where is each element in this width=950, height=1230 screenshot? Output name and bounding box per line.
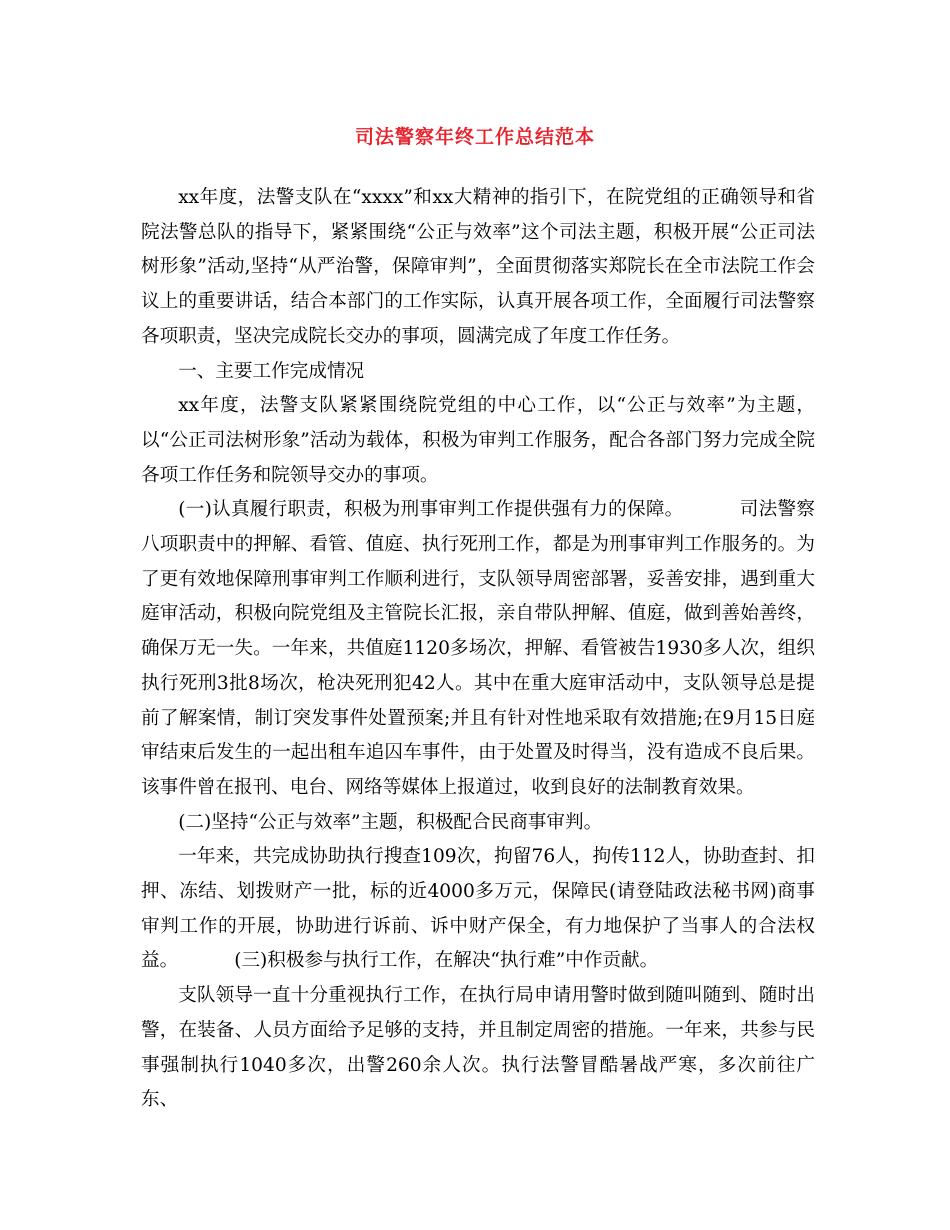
document-body xyxy=(141,181,815,1118)
subsection-heading: (三)积极参与执行工作，在解决“执行难”中作贡献。 xyxy=(234,950,659,972)
paragraph-text: 司法警察八项职责中的押解、看管、值庭、执行死刑工作，都是为刑事审判工作服务的。为了更有效地保障刑事审判工作顺利进行，支队领导周密部署，妥善安排，遇到重大庭审活动，积极向院党组及主管院长汇报，亲自带队押解、值庭，做到善始善终，确保万无一失。一年来，共值庭1120多场次，押解、看管被告1930多人次，组织执行死刑3批8场次，枪决死刑犯42人。其中在重大庭审活动中，支队领导总是提前了解案情，制订突发事件处置预案;并且有针对性地采取有效措施;在9月15日庭审结束后发生的一起出租车追囚车事件，由于处置及时得当，没有造成不良后果。该事件曾在报刊、电台、网络等媒体上报道过，收到良好的法制教育效果。 xyxy=(141,499,815,798)
document-title: 司法警察年终工作总结范本 xyxy=(354,126,595,148)
paragraph: xx年度，法警支队在“xxxx”和xx大精神的指引下，在院党组的正确领导和省院法警总队的指导下，紧紧围绕“公正与效率”这个司法主题，积极开展“公正司法树形象”活动,坚持“从严治警，保障审判”，全面贯彻落实郑院长在全市法院工作会议上的重要讲话，结合本部门的工作实际，认真开展各项工作，全面履行司法警察各项职责，坚决完成院长交办的事项，圆满完成了年度工作任务。 xyxy=(141,187,815,347)
paragraph: xx年度，法警支队紧紧围绕院党组的中心工作，以“公正与效率”为主题，以“公正司法树形象”活动为载体，积极为审判工作服务，配合各部门努力完成全院各项工作任务和院领导交办的事项。 xyxy=(141,395,815,486)
paragraph: 支队领导一直十分重视执行工作，在执行局申请用警时做到随叫随到、随时出警，在装备、人员方面给予足够的支持，并且制定周密的措施。一年来，共参与民事强制执行1040多次，出警260余人次。执行法警冒酷暑战严寒，多次前往广东、 xyxy=(141,985,815,1111)
paragraph-text: 一年来，共完成协助执行搜查109次，拘留76人，拘传112人，协助查封、扣押、冻结、划拨财产一批，标的近4000多万元，保障民(请登陆政法秘书网)商事审判工作的开展，协助进行诉前、诉中财产保全，有力地保护了当事人的合法权益。 xyxy=(141,846,815,972)
section-heading: 一、主要工作完成情况 xyxy=(178,360,365,382)
paragraph xyxy=(141,840,815,979)
paragraph xyxy=(141,493,815,805)
subsection-heading: (二)坚持“公正与效率”主题，积极配合民商事审判。 xyxy=(178,811,603,833)
subsection-heading: (一)认真履行职责，积极为刑事审判工作提供强有力的保障。 xyxy=(178,499,684,521)
